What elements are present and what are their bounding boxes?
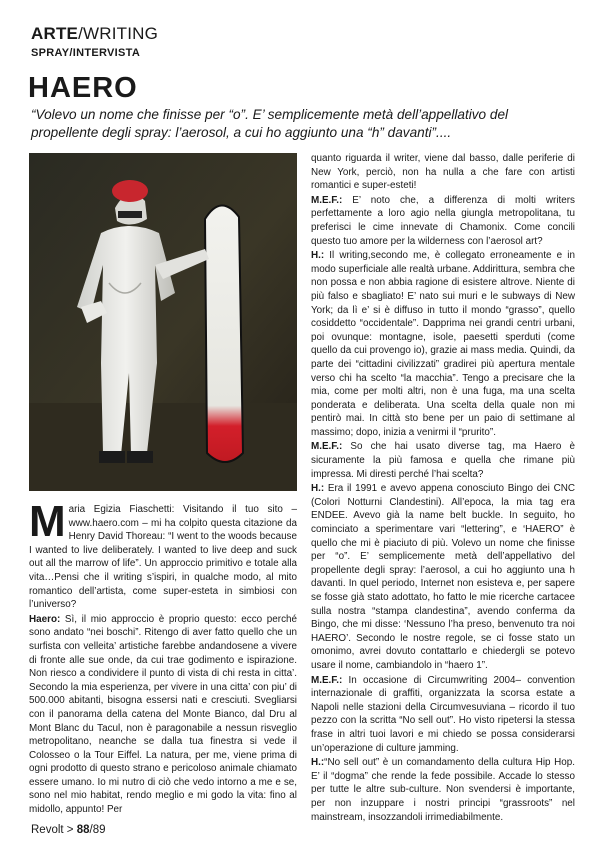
speaker-label: H.:: [311, 250, 325, 262]
speaker-label: H.:: [311, 757, 325, 769]
left-column: [29, 497, 297, 818]
speaker-label: H.:: [311, 483, 325, 495]
page-number: 88: [76, 824, 90, 836]
speaker-label: M.E.F.:: [311, 441, 343, 453]
question-text: In occasione di Circumwriting 2004– convention internazionale di graffiti, organizzata la scorsa estate a Napoli nelle stazioni della Circumvesuviana – ricordo il tuo pezzo con la scritta “No sell out”. Ho visto ripetersi la stessa frase in altri tuoi lavori e mi chiedo se possa considerarsi un’operazione di culture jamming.: [311, 674, 575, 754]
drop-cap: M: [29, 497, 66, 546]
right-column: [311, 152, 575, 825]
magazine-name: Revolt: [31, 824, 64, 836]
continued-paragraph: quanto riguarda il writer, viene dal basso, dalle periferie di New York, perciò, non ha nulla a che fare con artisti romantici e super-esteti!: [311, 153, 575, 192]
speaker-label: M.E.F.:: [311, 194, 343, 206]
footer-separator: >: [63, 824, 77, 836]
question-text: aria Egizia Fiaschetti: Visitando il tuo sito – www.haero.com – mi ha colpito questa citazione da Henry David Thoreau: “I went to the woods because I wanted to live deliberately. I wanted to live deep and suck out all the marrow of life”. Un approccio primitivo e totale alla vita…Pensi che il writing s’ispiri, in qualche modo, al mito romantico dell’artista, come super-esteta in simbiosi con l’universo?: [29, 504, 297, 611]
question-paragraph: [311, 194, 575, 248]
question-text: E’ noto che, a differenza di molti writers perfettamente a loro agio nella giungla metropolitana, tu preferisci le cime innevate di Chamonix. Come concili questo tuo amore per la wilderness con l’aerosol art?: [311, 194, 575, 247]
answer-text: “No sell out” è un comandamento della cultura Hip Hop. E’ il “dogma” che rende la fede possibile. Accade lo stesso per tutte le altre sub-culture. Non svendersi è importante, per non inzuppare i nostri principi “grassroots” nel mainstream, insozzandoli irrimediabilmente.: [311, 757, 575, 823]
answer-paragraph: [311, 249, 575, 439]
speaker-label: M.E.F.:: [311, 674, 343, 686]
question-paragraph: [29, 497, 297, 612]
article-category: SPRAY/INTERVISTA: [31, 47, 141, 59]
section-heading: [31, 24, 158, 44]
section-subname: /WRITING: [78, 24, 159, 43]
artist-photo: [29, 153, 297, 491]
answer-text: Il writing,secondo me, è collegato erroneamente e in modo superficiale alle realtà urbane. Addirittura, sembra che non possa e non abbia ragione di esistere altrove. Niente di più falso e sbagliato! E’ nato sui muri e le subways di New York; da lì e’ si è diffuso in tutto il mondo “grasso”, quello cosiddetto “occidentale”. Dapprima nei grandi centri urbani, poi ovunque: montagne, isole, paesetti sperduti (come quello da cui provengo io), grazie ai mass media. Quindi, da parte dei “cittadini civilizzati” gradirei più apertura mentale verso chi ha scelto “la macchia”. Tengo a precisare che la mia, come per molti altri, non è una fuga, ma una scelta ponderata e deliberata. Una scelta della quale non mi pentirò mai. In città sto bene per un paio di settimane al massimo; dopo, inizia a venirmi il “prurito”.: [311, 250, 575, 438]
article-title: HAERO: [28, 72, 138, 104]
speaker-label: Haero:: [29, 613, 61, 625]
answer-paragraph: [29, 613, 297, 817]
answer-paragraph: [311, 482, 575, 672]
answer-text: Era il 1991 e avevo appena conosciuto Bingo dei CNC (Colori Notturni Clandestini). All’epoca, la mia tag era ENDEE. Avevo già la name belt buckle. In seguito, ho cominciato a sperimentare vari “lettering”, e ‘HAERO” è quello che mi è piaciuto di più. Volevo un nome che finisse per “o”. E’ semplicemente metà dell’appellativo del propellente degli spray: l’aerosol, a cui ho aggiunto una h davanti. In quel periodo, Internet non esisteva e, per sapere se fosse già stato adottato, ho fatto le mie ricerche cartacee sulla nostra “stampa clandestina”, avendo conferma da Bingo, che mi disse: ‘Nessuno l’ha preso, benvenuto tra noi HAERO’. Secondo le nostre regole, se ci fosse stato un omonimo, avrei dovuto contattarlo e chiedergli se potevo usare il nome, cambiandolo in “haero 1”.: [311, 483, 575, 671]
article-intro-quote: “Volevo un nome che finisse per “o”. E’ semplicemente metà dell’appellativo del propellente degli spray: l’aerosol, a cui ho aggiunto una “h” davanti”....: [31, 107, 509, 140]
question-text: So che hai usato diverse tag, ma Haero è sicuramente la più famosa e quella che rimane più impressa. Mi diresti perché l’hai scelta?: [311, 441, 575, 480]
answer-paragraph: [311, 756, 575, 824]
question-paragraph: [311, 440, 575, 481]
section-name: ARTE: [31, 24, 79, 43]
page-footer: [31, 824, 106, 836]
page-number-rest: /89: [89, 824, 106, 836]
question-paragraph: [311, 674, 575, 756]
answer-text: Sì, il mio approccio è proprio questo: ecco perché sono andato “nei boschi”. Ritengo di aver fatto quello che un surfista con velleita’ artistiche farebbe andandosene a vivere di fronte alle sue onde, da cui trae godimento e ispirazione. Non riesco a condividere il punto di vista di chi resta in citta’. Secondo la mia esperienza, per vivere in una citta’ con piu’ di 500.000 abitanti, bisogna essersi nati e cresciuti. Svegliarsi con il panorama della catena del Monte Bianco, dal Dru al Mont Blanc du Tacul, non è paragonabile a nessun risveglio metropolitano, neanche se dalla tua finestra si vede il Colosseo o la Tour Eiffel. La natura, per me, viene prima di ogni prodotto di questo strano e pericoloso animale chiamato essere umano. Io mi nutro di ciò che vedo intorno a me e se, sono nel mio habitat, rendo meglio e mi godo la vita: fino al midollo, appunto! Per: [29, 613, 297, 816]
